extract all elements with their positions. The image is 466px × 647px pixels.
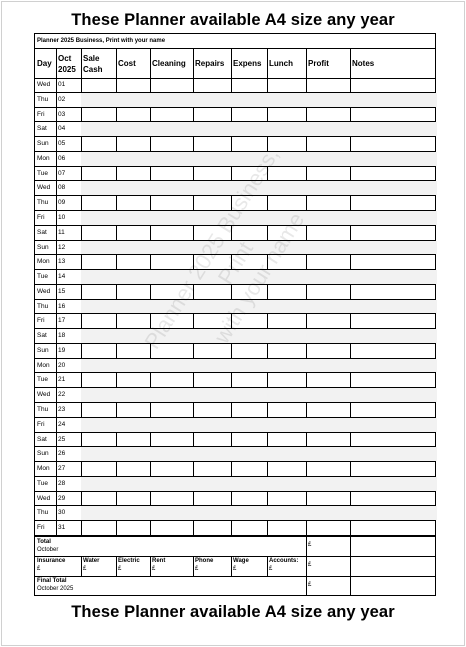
day-row [35,506,435,521]
column-header-expens: Expens [233,59,262,68]
day-row [35,314,435,329]
day-name: Mon [37,465,50,473]
column-header-notes: Notes [352,59,375,68]
day-row [35,152,435,167]
day-date: 18 [58,332,66,340]
day-name: Thu [37,95,49,103]
column-header-profit: Profit [308,59,329,68]
day-date: 22 [58,391,66,399]
day-date: 30 [58,509,66,517]
day-date: 13 [58,258,66,266]
day-date: 10 [58,213,66,221]
day-name: Fri [37,317,45,325]
day-name: Sat [37,435,47,443]
day-date: 07 [58,169,66,177]
day-row [35,492,435,507]
planner-title: Planner 2025 Business, Print with your name [35,34,435,49]
day-row [35,122,435,137]
day-row [35,418,435,433]
expenses-currency: £ [308,562,312,568]
day-name: Sun [37,450,49,458]
day-row [35,137,435,152]
day-row [35,211,435,226]
day-name: Sat [37,228,47,236]
day-row [35,196,435,211]
day-row [35,388,435,403]
day-row [35,521,435,536]
day-name: Thu [37,302,49,310]
day-name: Sun [37,243,49,251]
day-row [35,285,435,300]
expense-insurance: Insurance £ [37,558,66,572]
day-date: 19 [58,346,66,354]
column-header-sale-cash: Sale Cash [83,53,103,74]
day-name: Wed [37,81,51,88]
day-row [35,181,435,196]
day-name: Sat [37,332,47,340]
day-name: Mon [37,154,50,162]
day-date: 25 [58,435,66,443]
day-date: 12 [58,243,66,251]
day-row [35,167,435,182]
column-header-day: Day [37,59,52,68]
day-row [35,78,435,93]
day-row [35,403,435,418]
day-row [35,241,435,256]
day-name: Wed [37,494,51,502]
day-date: 20 [58,361,66,369]
final-total-currency: £ [308,582,312,588]
day-name: Tue [37,169,48,177]
day-row [35,270,435,285]
day-date: 17 [58,317,66,325]
day-date: 02 [58,95,66,103]
expense-wage: Wage £ [233,558,249,572]
day-date: 14 [58,273,66,281]
day-name: Wed [37,391,51,399]
day-name: Sat [37,125,47,133]
day-name: Fri [37,420,45,428]
day-row [35,433,435,448]
day-date: 15 [58,287,66,295]
day-date: 23 [58,406,66,414]
day-date: 21 [58,376,66,384]
day-row [35,447,435,462]
day-row [35,359,435,374]
total-label: Total October [37,539,59,553]
day-date: 27 [58,465,66,473]
day-date: 01 [58,81,66,88]
column-header-repairs: Repairs [195,59,225,68]
day-date: 06 [58,154,66,162]
day-row [35,108,435,123]
column-header-cleaning: Cleaning [152,59,186,68]
day-date: 11 [58,228,65,236]
day-name: Fri [37,110,45,118]
day-row [35,344,435,359]
day-row [35,373,435,388]
day-name: Fri [37,524,45,532]
page-heading-bottom: These Planner available A4 size any year [71,603,395,621]
day-date: 08 [58,184,66,192]
expense-rent: Rent £ [152,558,166,572]
day-date: 03 [58,110,66,118]
day-row [35,462,435,477]
day-name: Fri [37,213,45,221]
day-row [35,477,435,492]
day-name: Mon [37,361,50,369]
day-date: 29 [58,494,66,502]
day-row [35,93,435,108]
day-name: Wed [37,184,51,192]
watermark: Planner 2025 Print with your name [139,207,310,354]
day-name: Sun [37,346,49,354]
day-name: Tue [37,376,48,384]
page-heading-top: These Planner available A4 size any year [71,11,395,29]
planner-footer [35,536,435,596]
day-row [35,255,435,270]
day-name: Thu [37,509,49,517]
day-row [35,300,435,315]
day-name: Tue [37,479,48,487]
day-date: 24 [58,420,66,428]
day-date: 31 [58,524,66,532]
day-name: Tue [37,273,48,281]
day-name: Thu [37,406,49,414]
day-date: 16 [58,302,66,310]
total-currency: £ [308,542,312,548]
day-name: Thu [37,199,49,207]
day-row [35,226,435,241]
day-date: 04 [58,125,66,133]
column-header-cost: Cost [118,59,136,68]
column-header-lunch: Lunch [269,59,293,68]
day-date: 09 [58,199,66,207]
planner-table [34,33,436,596]
expense-accounts: Accounts: £ [269,558,299,572]
expense-phone: Phone £ [195,558,214,572]
expense-water: Water £ [83,558,100,572]
day-name: Sun [37,140,49,148]
day-date: 05 [58,140,66,148]
day-date: 26 [58,450,66,458]
column-header-date: Oct 2025 [58,53,76,74]
expense-electric: Electric £ [118,558,140,572]
day-date: 28 [58,479,66,487]
day-name: Mon [37,258,50,266]
day-row [35,329,435,344]
day-name: Wed [37,287,51,295]
final-total-label: Final Total October 2025 [37,578,74,592]
